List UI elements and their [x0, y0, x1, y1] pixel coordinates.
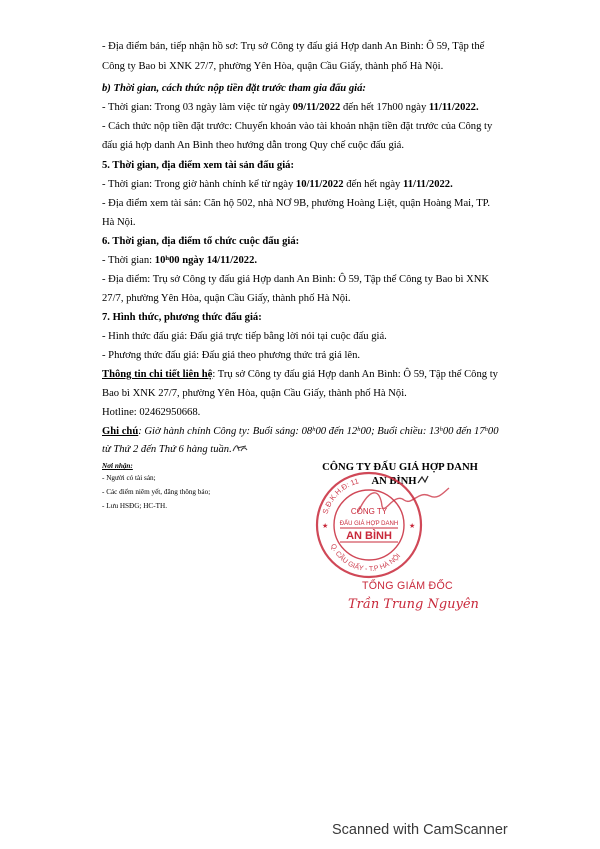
note-line-1: Ghi chú: Giờ hành chính Công ty: Buổi sáng: 08$^h$00 đến 12$^h$00; Buổi chiều: 13$^h$00 đến 17$^h$00	[102, 426, 499, 437]
seal-line-2: ĐẤU GIÁ HỢP DANH	[339, 521, 399, 527]
recipient-item: - Các điểm niêm yết, đăng thông báo;	[102, 488, 211, 496]
svg-text:★: ★	[322, 522, 329, 530]
section-b-heading: b) Thời gian, cách thức nộp tiền đặt trước tham gia đấu giá:	[102, 83, 366, 94]
seal-ring-top: S.Đ.K.H.Đ: 11	[320, 476, 360, 515]
auction-form-line: - Hình thức đấu giá: Đấu giá trực tiếp bằng lời nói tại cuộc đấu giá.	[102, 331, 387, 342]
viewing-time-line: - Thời gian: Trong giờ hành chính kể từ ngày 10/11/2022 đến hết ngày 11/11/2022.	[102, 179, 453, 190]
seal-ring-bottom: Q. CẦU GIẤY - T.P HÀ NỘI	[328, 542, 403, 574]
section-5-heading: 5. Thời gian, địa điểm xem tài sản đấu giá:	[102, 160, 294, 171]
viewing-place-line-2: Hà Nội.	[102, 217, 136, 228]
seal-line-3: AN BÌNH	[346, 530, 392, 542]
contact-line-1: Thông tin chi tiết liên hệ: Trụ sở Công ty đấu giá Hợp danh An Bình: Ô 59, Tập thể Công ty	[102, 369, 498, 380]
recipient-item: - Lưu HSĐG; HC-TH.	[102, 502, 167, 510]
handwritten-signature	[352, 482, 452, 522]
auction-method-line: - Phương thức đấu giá: Đấu giá theo phương thức trả giá lên.	[102, 350, 361, 361]
deposit-method-line-2: đấu giá hợp danh An Bình theo hướng dẫn trong Quy chế cuộc đấu giá.	[102, 140, 405, 151]
deposit-method-line-1: - Cách thức nộp tiền đặt trước: Chuyển khoản vào tài khoản nhận tiền đặt trước của Công ty	[102, 121, 493, 132]
hotline: Hotline: 02462950668.	[102, 407, 201, 418]
section-6-heading: 6. Thời gian, địa điểm tổ chức cuộc đấu giá:	[102, 236, 300, 247]
director-title: TỔNG GIÁM ĐỐC	[362, 580, 454, 592]
viewing-place-line-1: - Địa điểm xem tài sản: Căn hộ 502, nhà NƠ 9B, phường Hoàng Liệt, quận Hoàng Mai, TP.	[102, 198, 491, 209]
auction-place-line-1: - Địa điểm: Trụ sở Công ty đấu giá Hợp danh An Bình: Ô 59, Tập thể Công ty Bao bì XNK	[102, 274, 490, 285]
venue-line-1: - Địa điểm bán, tiếp nhận hồ sơ: Trụ sở Công ty đấu giá Hợp danh An Bình: Ô 59, Tập thể	[102, 41, 485, 52]
recipient-item: - Người có tài sản;	[102, 474, 156, 482]
company-name-line-1: CÔNG TY ĐẤU GIÁ HỢP DANH	[322, 462, 478, 473]
auction-time-line: - Thời gian: 10$^h$00 ngày 14/11/2022.	[102, 255, 258, 266]
recipients-title: Nơi nhận:	[102, 462, 133, 470]
director-name: Trần Trung Nguyên	[348, 597, 479, 612]
company-name-line-2: AN BÌNH	[318, 475, 482, 489]
section-7-heading: 7. Hình thức, phương thức đấu giá:	[102, 312, 262, 323]
svg-text:★: ★	[409, 522, 416, 530]
initials-mark	[232, 443, 248, 453]
venue-line-2: Công ty Bao bì XNK 27/7, phường Yên Hòa, quận Cầu Giấy, thành phố Hà Nội.	[102, 61, 444, 72]
scanner-watermark: Scanned with CamScanner	[332, 822, 508, 838]
auction-place-line-2: 27/7, phường Yên Hòa, quận Cầu Giấy, thành phố Hà Nội.	[102, 293, 351, 304]
note-line-2: từ Thứ 2 đến Thứ 6 hàng tuần.	[102, 443, 248, 456]
deposit-time-line: - Thời gian: Trong 03 ngày làm việc từ ngày 09/11/2022 đến hết 17h00 ngày 11/11/2022.	[102, 102, 479, 113]
seal-line-1: CÔNG TY	[350, 507, 388, 516]
contact-line-2: Bao bì XNK 27/7, phường Yên Hòa, quận Cầu Giấy, thành phố Hà Nội.	[102, 388, 407, 399]
